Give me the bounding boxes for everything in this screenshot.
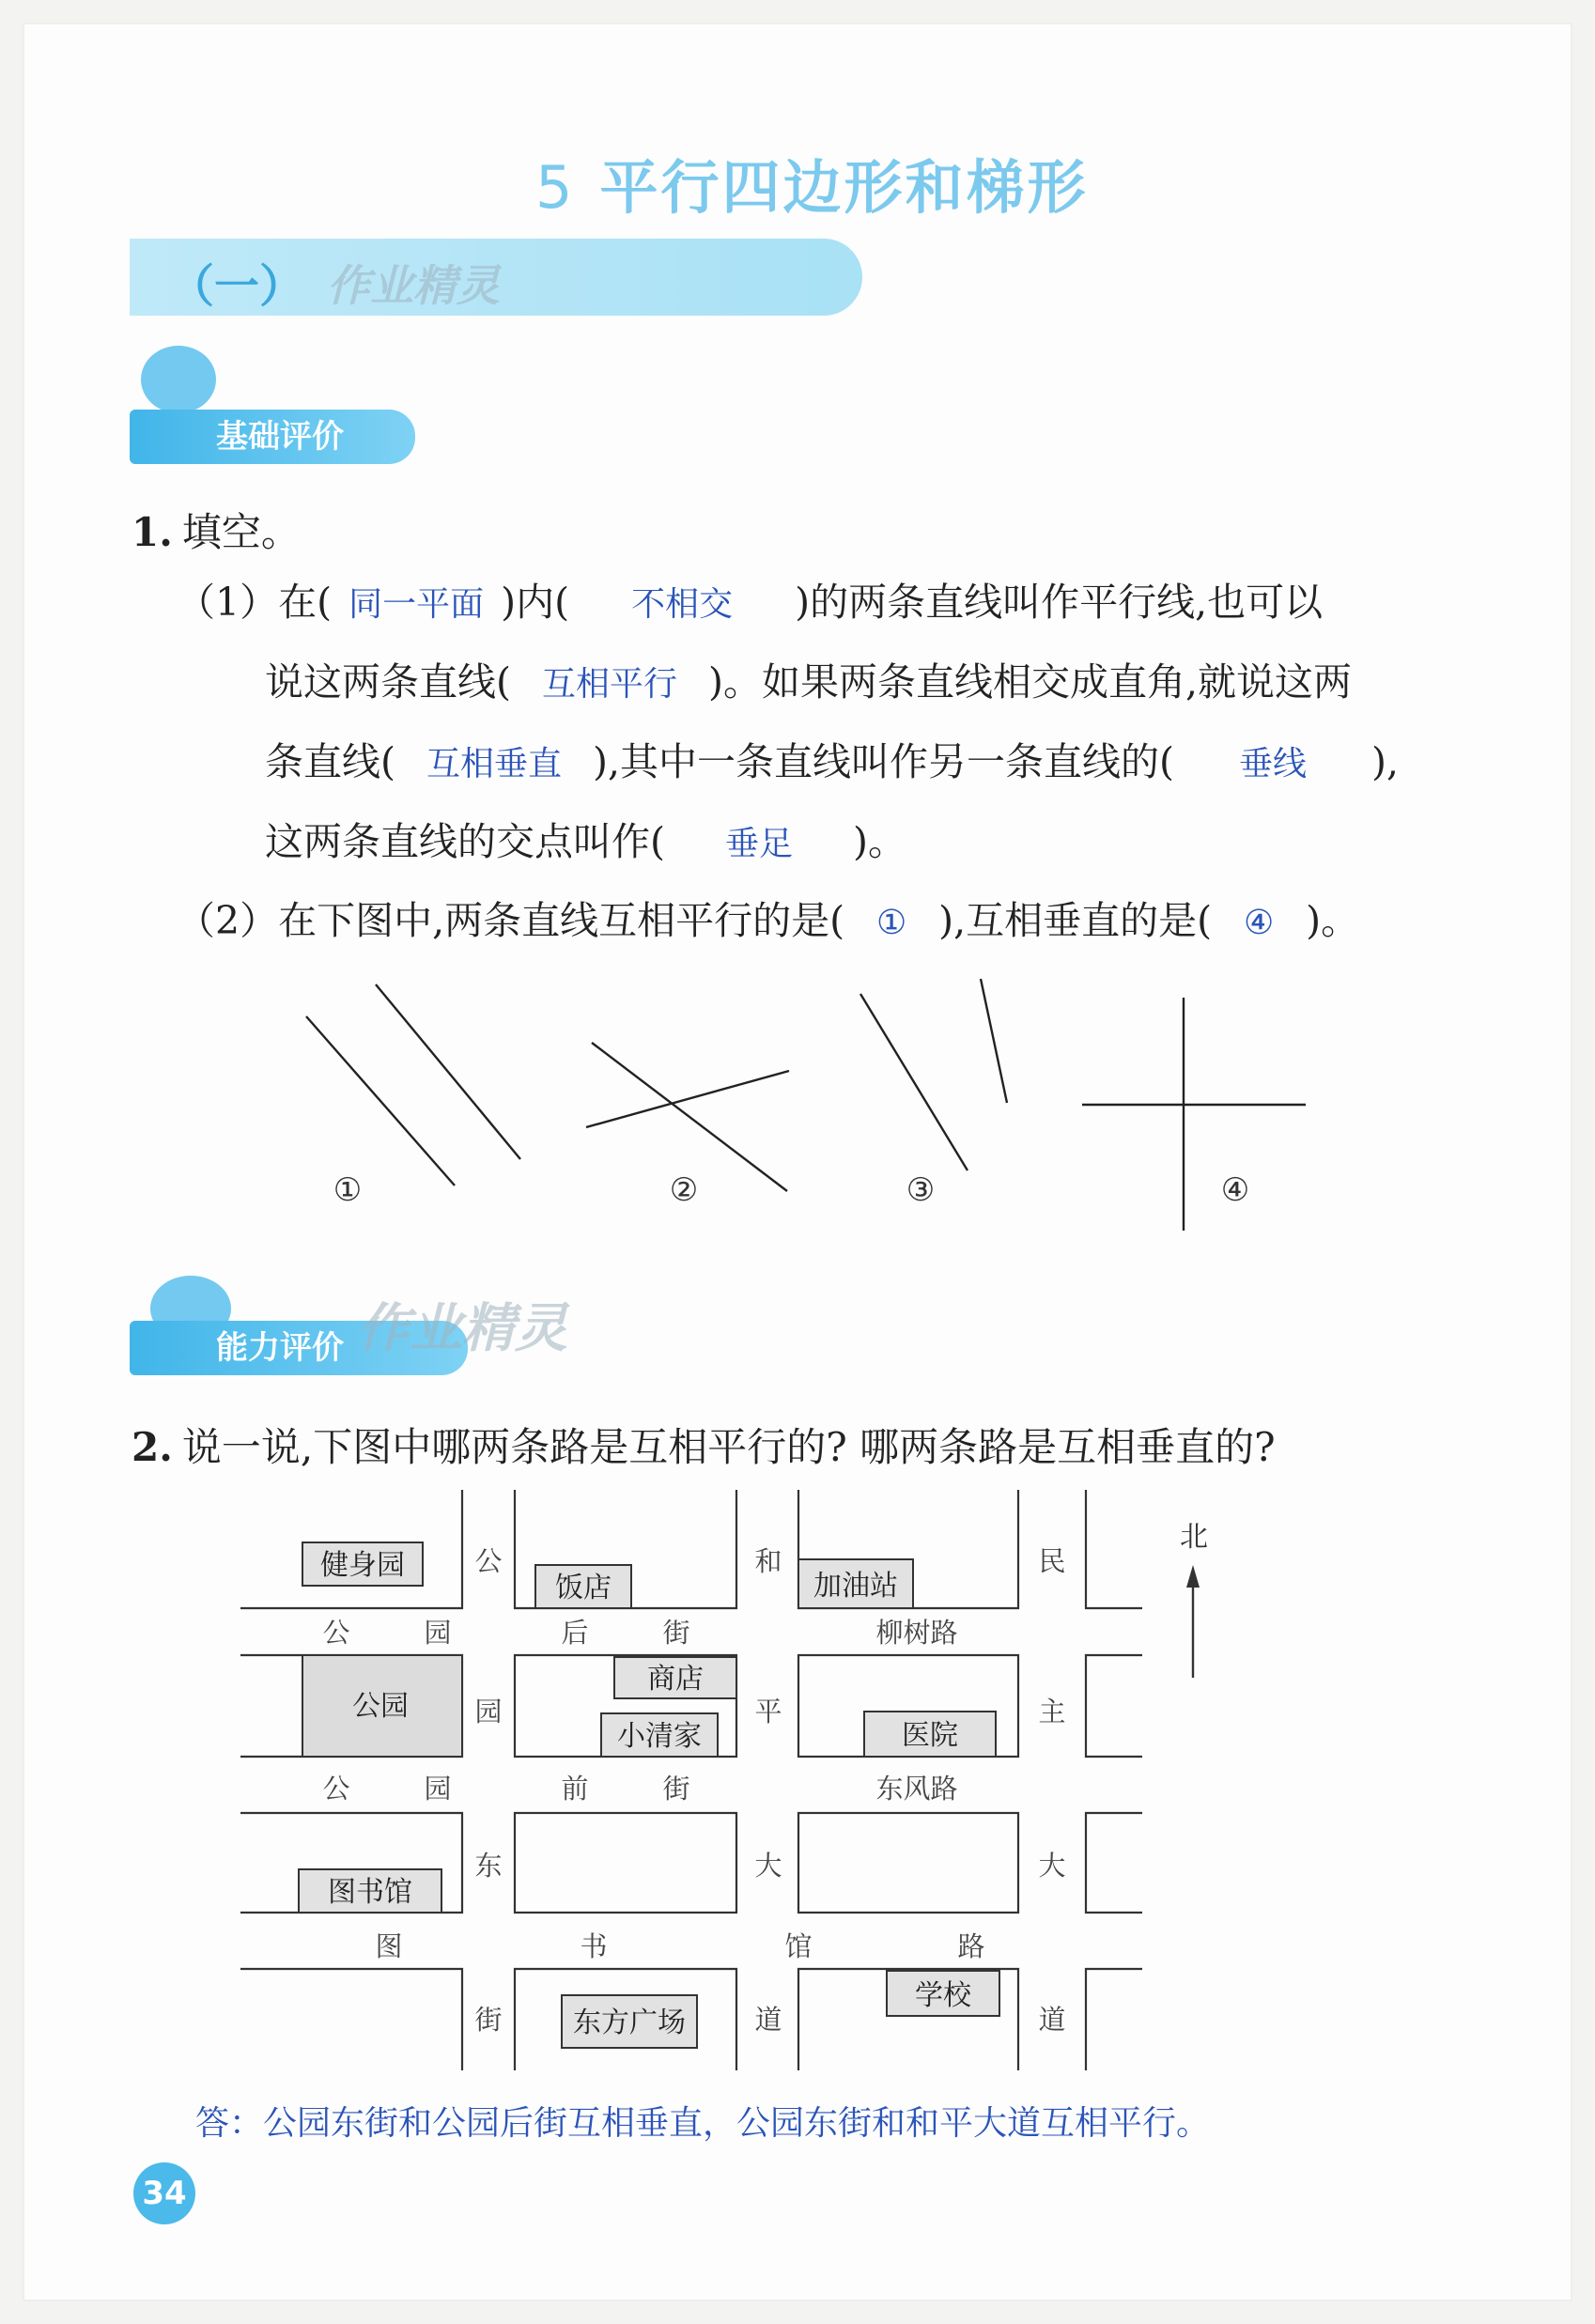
road-minzhu-4: 道 [1038, 2004, 1066, 2036]
road-library-1: 图 [375, 1930, 403, 1962]
text-run: )的两条直线叫作平行线,也可以 [795, 580, 1324, 625]
road-library-2: 书 [580, 1930, 608, 1962]
ability-watermark: 作业精灵 [357, 1298, 567, 1359]
fig-label-1: ① [333, 1171, 363, 1209]
road-park-back-2: 园 [424, 1617, 452, 1649]
block-r3c2 [515, 1813, 736, 1913]
label-dongfang-plaza: 东方广场 [573, 2006, 686, 2039]
text-run: 这两条直线的交点叫作( [265, 819, 665, 864]
text-run: 在( [278, 580, 333, 625]
page-number: 34 [133, 2162, 195, 2224]
text-run: 说这两条直线( [265, 659, 511, 705]
block-r3c3 [798, 1813, 1018, 1913]
q1-number: 1. [132, 509, 173, 555]
road-park-front-4: 街 [662, 1773, 690, 1805]
badge-basic: 基础评价 [130, 410, 415, 464]
road-minzhu-3: 大 [1038, 1850, 1066, 1882]
section-watermark: 作业精灵 [327, 260, 500, 311]
answer-foot: 垂足 [724, 825, 793, 863]
label-gas-station: 加油站 [813, 1570, 898, 1603]
label-library: 图书馆 [328, 1876, 412, 1909]
road-dongfeng: 东风路 [875, 1773, 958, 1805]
label-school: 学校 [915, 1979, 971, 2012]
answer-perpendicular-line: 垂线 [1239, 745, 1308, 783]
text-run: )。如果两条直线相交成直角,就说这两 [708, 659, 1353, 705]
q2-number: 2. [132, 1424, 173, 1470]
road-minzhu-1: 民 [1038, 1545, 1066, 1577]
road-park-back-4: 街 [662, 1617, 690, 1649]
road-park-east-4: 街 [474, 2004, 503, 2036]
road-minzhu-2: 主 [1038, 1696, 1066, 1728]
building-labels [320, 1549, 972, 2039]
label-hospital: 医院 [902, 1719, 958, 1752]
road-park-front-1: 公 [322, 1773, 350, 1805]
road-park-front-3: 前 [561, 1773, 589, 1805]
text-run: ), [1371, 739, 1400, 784]
chapter-title-text: 平行四边形和梯形 [599, 153, 1089, 222]
label-park: 公园 [352, 1690, 409, 1723]
text-run: 在下图中,两条直线互相平行的是( [278, 898, 845, 943]
q1-part1-label: （1） [177, 580, 279, 625]
section-number: （一） [169, 260, 305, 313]
text-run: )。 [1306, 898, 1360, 943]
text-run: ),其中一条直线叫作另一条直线的( [593, 739, 1175, 784]
answer-perpendicular: 互相垂直 [426, 745, 562, 783]
road-liushu: 柳树路 [875, 1617, 958, 1649]
road-heping-3: 大 [754, 1850, 782, 1882]
q1-prompt: 填空。 [181, 509, 301, 555]
chapter-number: 5 [535, 153, 576, 222]
road-park-east-1: 公 [474, 1545, 503, 1577]
label-xiaoqing-home: 小清家 [617, 1720, 702, 1753]
text-run: )内( [501, 580, 570, 625]
q2-answer: 答：公园东街和公园后街互相垂直，公园东街和和平大道互相平行。 [195, 2104, 1211, 2143]
road-heping-2: 平 [754, 1696, 782, 1728]
block-r4c1 [240, 1969, 462, 2070]
text-run: 条直线( [265, 739, 395, 784]
answer-parallel-figure: ① [875, 904, 907, 942]
north-label: 北 [1180, 1521, 1208, 1554]
q1-part2-label: （2） [177, 898, 279, 943]
answer-parallel: 互相平行 [541, 665, 677, 704]
answer-not-intersect: 不相交 [631, 585, 734, 624]
answer-perpendicular-figure: ④ [1244, 904, 1275, 942]
road-heping-4: 道 [754, 2004, 782, 2036]
badge-ability: 能力评价 [130, 1321, 468, 1375]
label-gym: 健身园 [320, 1549, 405, 1582]
text-run: )。 [853, 819, 906, 864]
label-shop: 商店 [647, 1663, 704, 1696]
road-park-back-3: 后 [561, 1617, 589, 1649]
label-restaurant: 饭店 [555, 1572, 612, 1604]
answer-same-plane: 同一平面 [348, 585, 485, 624]
fig-label-3: ③ [906, 1171, 936, 1209]
road-park-front-2: 园 [424, 1773, 452, 1805]
block-r2c4 [1086, 1655, 1142, 1757]
road-heping-1: 和 [754, 1545, 782, 1577]
block-r3c4 [1086, 1813, 1142, 1913]
road-park-back-1: 公 [322, 1617, 350, 1649]
block-r4c4 [1086, 1969, 1142, 2070]
road-park-east-2: 园 [474, 1696, 503, 1728]
road-park-east-3: 东 [474, 1850, 503, 1882]
block-r1c4 [1086, 1490, 1142, 1608]
road-labels [322, 1545, 1065, 2036]
fig-label-2: ② [669, 1171, 699, 1209]
road-library-4: 路 [957, 1930, 985, 1962]
road-library-3: 馆 [784, 1930, 813, 1962]
fig-label-4: ④ [1220, 1171, 1250, 1209]
text-run: ),互相垂直的是( [938, 898, 1213, 943]
north-arrow-icon [1180, 1521, 1208, 1678]
q2-prompt: 说一说,下图中哪两条路是互相平行的? 哪两条路是互相垂直的? [181, 1424, 1276, 1470]
